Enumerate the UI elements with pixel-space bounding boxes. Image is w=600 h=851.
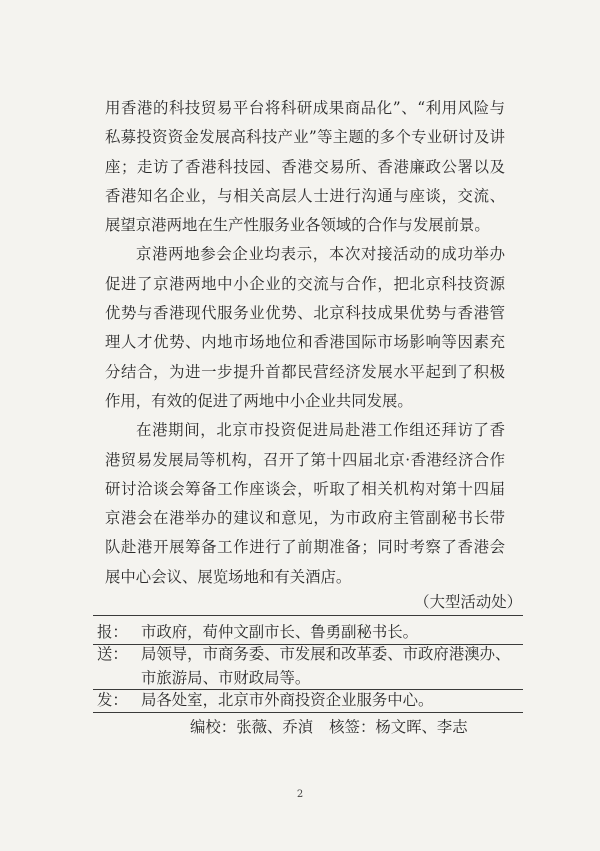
editors-line [190,716,468,738]
send-label: 送： [97,645,128,663]
distribution-send [97,642,522,690]
send-content: 局领导，市商务委、市发展和改革委、市政府港澳办、市旅游局、市财政局等。 [141,645,511,687]
editor-label: 编校： [190,718,237,736]
department-signature: （大型活动处） [414,593,522,611]
editor-names: 张薇、乔湞 [236,718,314,736]
page-number: 2 [296,789,304,800]
report-content: 市政府，荀仲文副市长、鲁勇副秘书长。 [141,623,419,641]
paragraph-continued: 用香港的科技贸易平台将科研成果商品化”、“利用风险与私募投资资金发展高科技产业”等主题的多个专业研讨及讲座；走访了香港科技园、香港交易所、香港廉政公署以及香港知名企业，与相关高层人士进行沟通与座谈，交流、展望京港两地在生产性服务业各领域的合作与发展前景。 [105,99,505,235]
reviewer-names: 杨文晖、李志 [375,718,468,736]
issue-content: 局各处室，北京市外商投资企业服务中心。 [141,691,434,709]
distribution-report [97,620,522,644]
issue-label: 发： [97,691,128,709]
body-text [105,94,505,592]
divider-top [93,615,523,616]
report-label: 报： [97,623,128,641]
divider-bottom [93,712,523,713]
distribution-issue [97,688,522,712]
reviewer-label: 核签： [329,718,376,736]
paragraph-feedback: 京港两地参会企业均表示，本次对接活动的成功举办促进了京港两地中小企业的交流与合作，把北京科技资源优势与香港现代服务业优势、北京科技成果优势与香港管理人才优势、内地市场地位和香港国际市场影响等因素充分结合，为进一步提升首都民营经济发展水平起到了积极作用，有效的促进了两地中小企业共同发展。 [105,245,505,410]
paragraph-hk-visit: 在港期间，北京市投资促进局赴港工作组还拜访了香港贸易发展局等机构，召开了第十四届北京·香港经济合作研讨洽谈会筹备工作座谈会，听取了相关机构对第十四届京港会在港举办的建议和意见，为市政府主管副秘书长带队赴港开展筹备工作进行了前期准备；同时考察了香港会展中心会议、展览场地和有关酒店。 [105,421,505,586]
